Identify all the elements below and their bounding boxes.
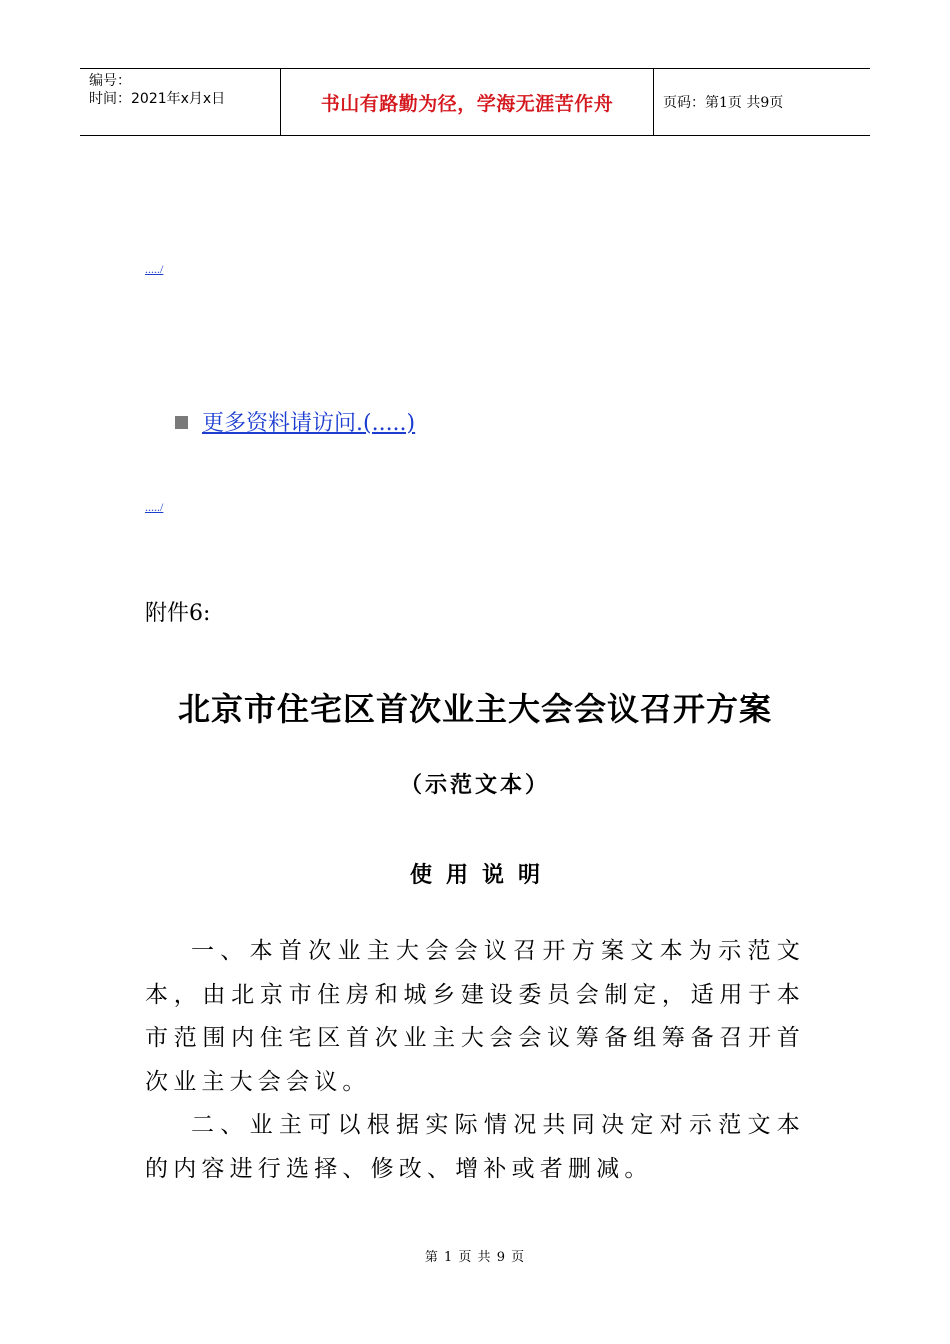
more-info-line (175, 406, 415, 437)
document-title: 北京市住宅区首次业主大会会议召开方案 (177, 690, 772, 728)
time-label: 时间：2021年x月x日 (89, 91, 226, 107)
bottom-link[interactable]: ...../ (145, 500, 164, 514)
header-page-info: 页码：第1页 共9页 (663, 95, 784, 111)
header-meta (80, 69, 281, 135)
attachment-label: 附件6: (145, 601, 211, 626)
paragraph: 二、业主可以根据实际情况共同决定对示范文本的内容进行选择、修改、增补或者删减。 (145, 1112, 805, 1182)
more-info-link[interactable]: 更多资料请访问.(.....) (202, 411, 416, 436)
serial-label: 编号： (89, 73, 131, 89)
page-footer: 第 1 页 共 9 页 (424, 1250, 526, 1265)
top-link[interactable]: ...../ (145, 262, 164, 276)
document-body (145, 930, 805, 1191)
section-heading: 使用说明 (409, 863, 554, 888)
square-bullet-icon (175, 416, 188, 429)
paragraph: 一、本首次业主大会会议召开方案文本为示范文本，由北京市住房和城乡建设委员会制定，适用于本市范围内住宅区首次业主大会会议筹备组筹备召开首次业主大会会议。 (145, 938, 805, 1095)
document-subtitle: （示范文本） (399, 773, 550, 798)
page-header (80, 68, 870, 136)
header-motto: 书山有路勤为径，学海无涯苦作舟 (281, 69, 654, 135)
